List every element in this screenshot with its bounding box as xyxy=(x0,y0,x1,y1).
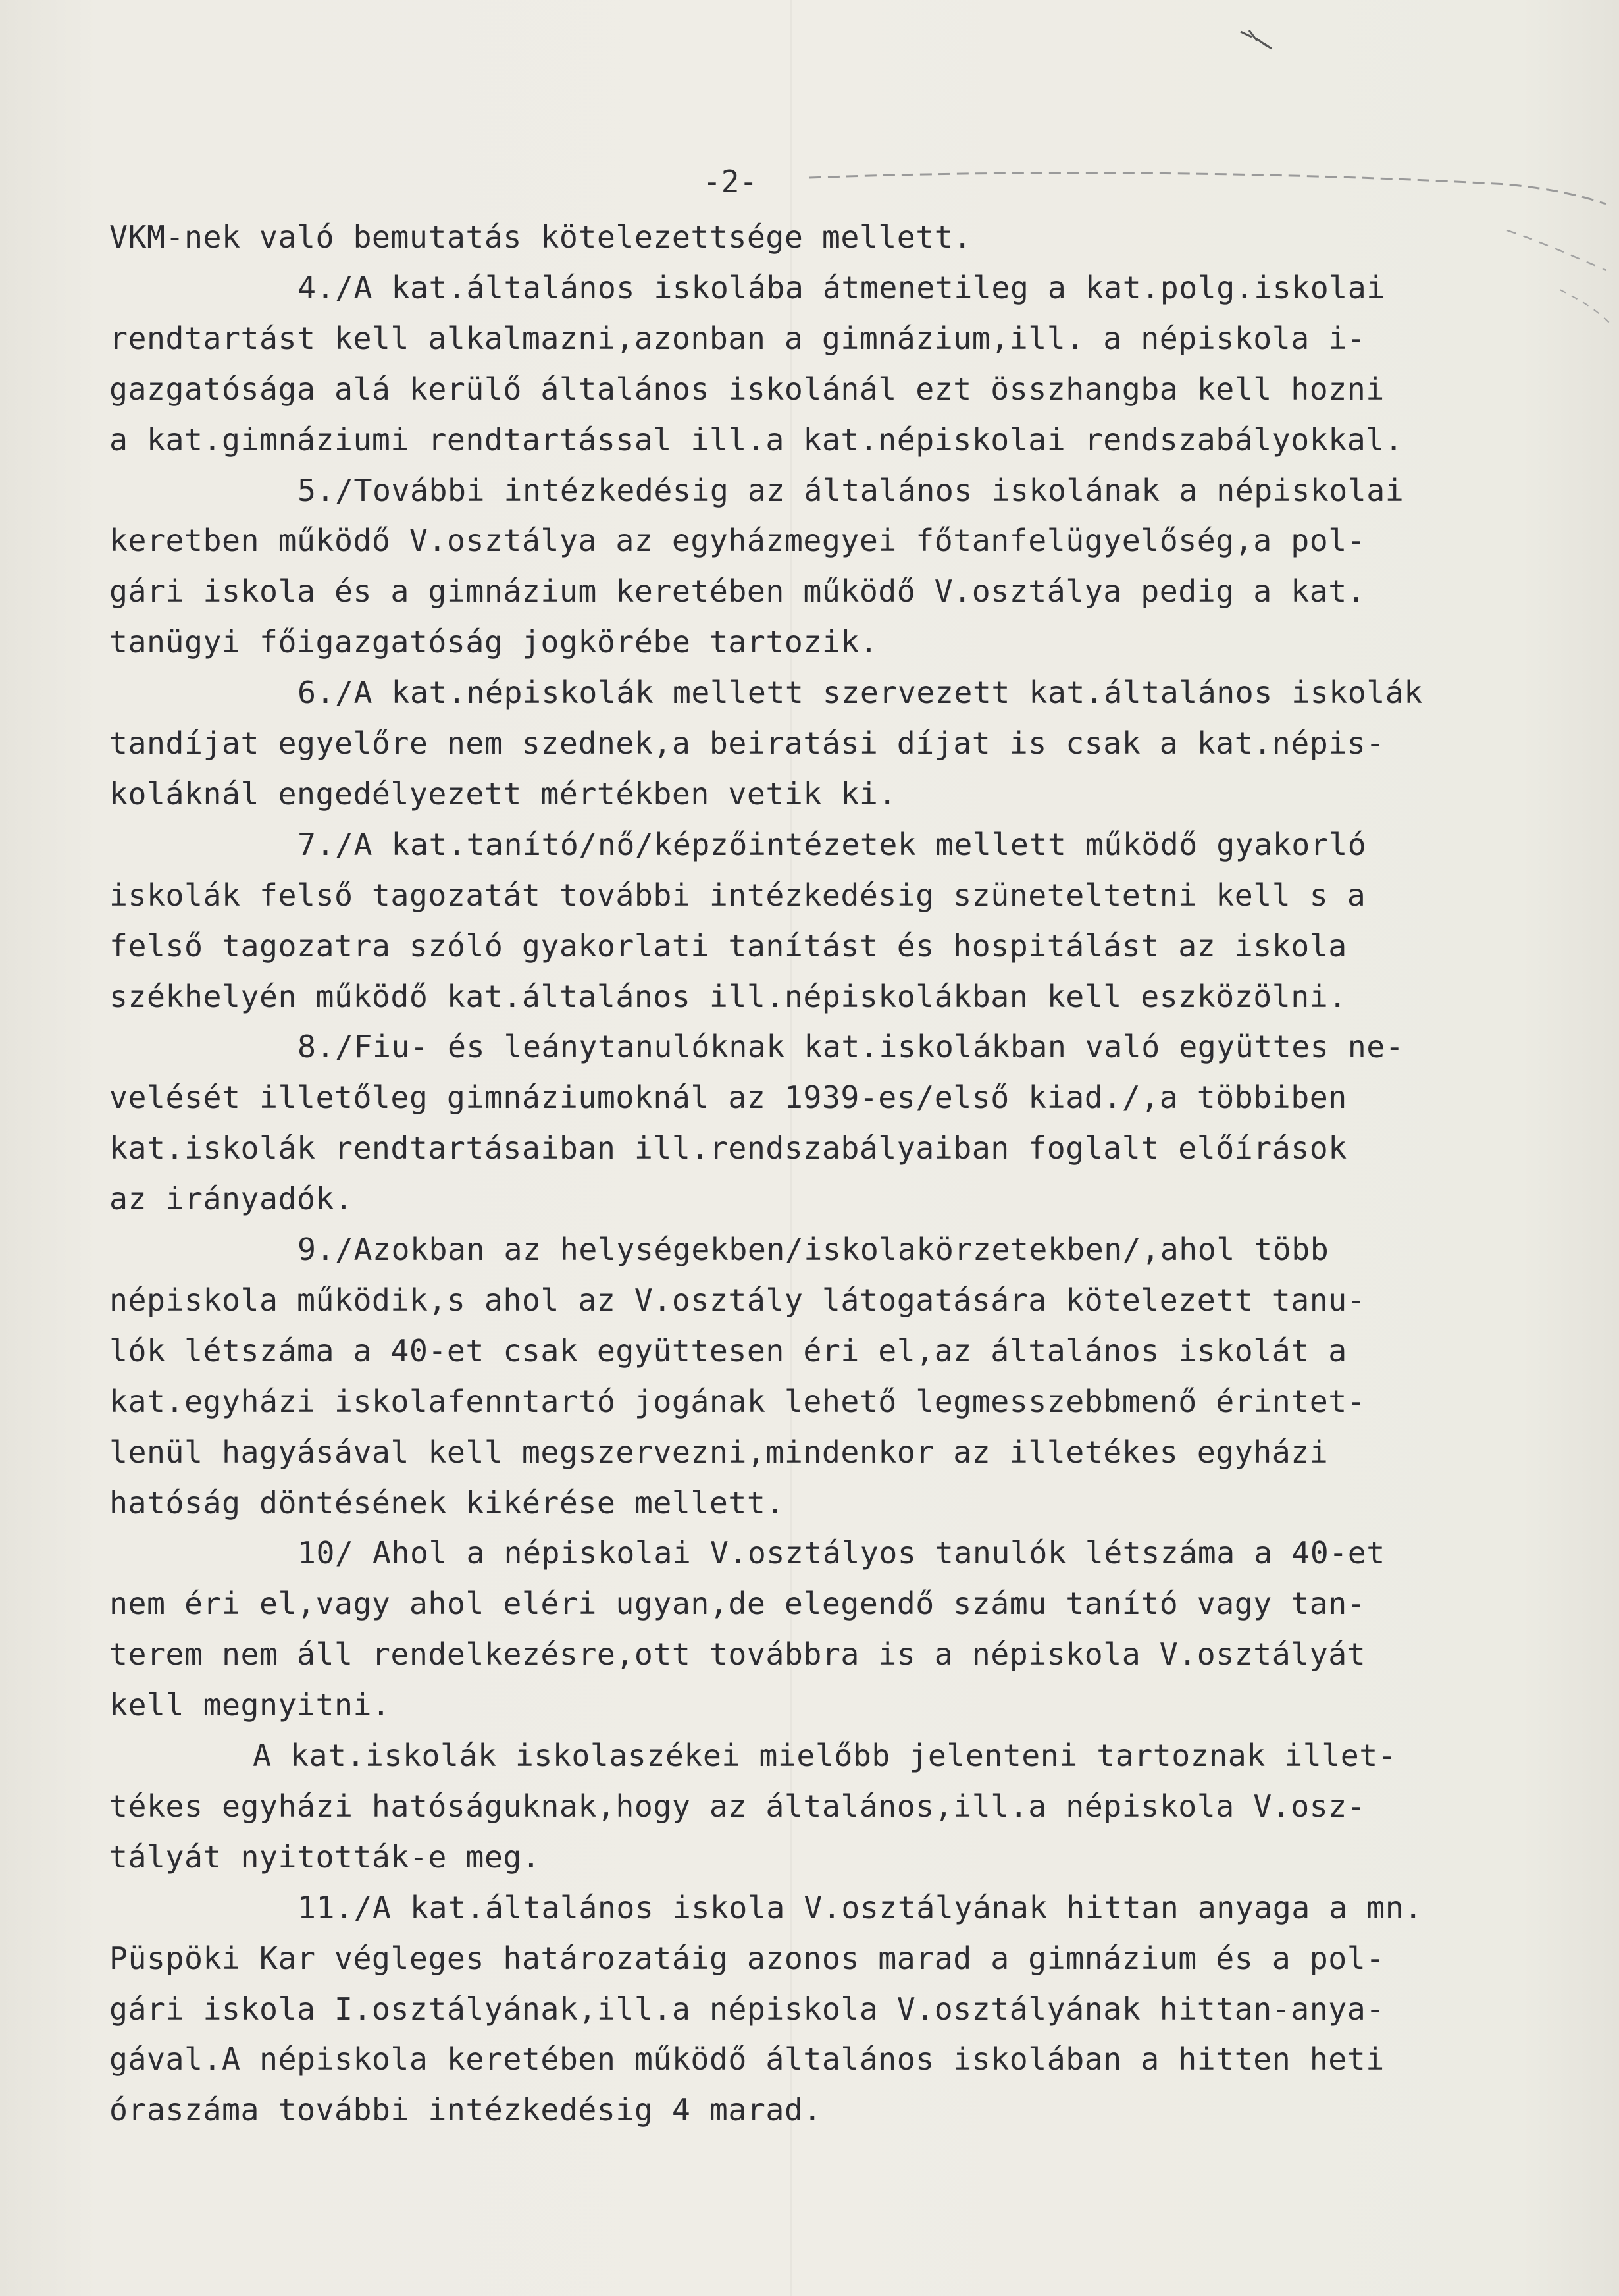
text-line: az irányadók. xyxy=(109,1181,353,1217)
text-line: gával.A népiskola keretében működő általános iskolában a hitten heti xyxy=(109,2041,1385,2077)
text-line: gári iskola I.osztályának,ill.a népiskola V.osztályának hittan-anya- xyxy=(109,1991,1385,2027)
text-line: gári iskola és a gimnázium keretében működő V.osztálya pedig a kat. xyxy=(109,573,1366,610)
text-line: lenül hagyásával kell megszervezni,mindenkor az illetékes egyházi xyxy=(109,1434,1329,1470)
page-number: -2- xyxy=(703,164,758,199)
text-line: velését illetőleg gimnáziumoknál az 1939-es/első kiad./,a többiben xyxy=(109,1080,1347,1116)
text-line: 5./További intézkedésig az általános iskolának a népiskolai xyxy=(297,472,1404,508)
text-line: kat.iskolák rendtartásaiban ill.rendszabályaiban foglalt előírások xyxy=(109,1130,1347,1166)
text-line: rendtartást kell alkalmazni,azonban a gimnázium,ill. a népiskola i- xyxy=(109,320,1366,356)
text-line: óraszáma további intézkedésig 4 marad. xyxy=(109,2092,822,2128)
text-line: tályát nyitották-e meg. xyxy=(109,1839,541,1875)
text-line: iskolák felső tagozatát további intézkedésig szüneteltetni kell s a xyxy=(109,877,1366,913)
text-line: 10/ Ahol a népiskolai V.osztályos tanulók létszáma a 40-et xyxy=(297,1535,1385,1571)
text-line: 6./A kat.népiskolák mellett szervezett kat.általános iskolák xyxy=(297,675,1423,711)
text-line: kat.egyházi iskolafenntartó jogának lehető legmesszebbmenő érintet- xyxy=(109,1383,1366,1419)
text-line: tanügyi főigazgatóság jogkörébe tartozik. xyxy=(109,624,879,660)
stray-ink-mark xyxy=(1237,26,1277,53)
text-line: tékes egyházi hatóságuknak,hogy az általános,ill.a népiskola V.osz- xyxy=(109,1788,1366,1824)
text-line: gazgatósága alá kerülő általános iskolánál ezt összhangba kell hozni xyxy=(109,371,1385,407)
text-line: 9./Azokban az helységekben/iskolakörzetekben/,ahol több xyxy=(297,1232,1329,1267)
text-line: 4./A kat.általános iskolába átmenetileg a kat.polg.iskolai xyxy=(297,269,1385,305)
text-line: 8./Fiu- és leánytanulóknak kat.iskolákban való együttes ne- xyxy=(297,1029,1404,1065)
text-line: keretben működő V.osztálya az egyházmegyei főtanfelügyelőség,a pol- xyxy=(109,523,1366,559)
text-line: 7./A kat.tanító/nő/képzőintézetek mellett működő gyakorló xyxy=(297,826,1367,862)
text-line: hatóság döntésének kikérése mellett. xyxy=(109,1484,784,1521)
text-line: felső tagozatra szóló gyakorlati tanítást és hospitálást az iskola xyxy=(109,927,1347,964)
text-line: a kat.gimnáziumi rendtartással ill.a kat.népiskolai rendszabályokkal. xyxy=(109,421,1404,457)
text-line: koláknál engedélyezett mértékben vetik ki. xyxy=(109,775,897,812)
text-line: terem nem áll rendelkezésre,ott továbbra is a népiskola V.osztályát xyxy=(109,1636,1366,1673)
text-line: Püspöki Kar végleges határozatáig azonos marad a gimnázium és a pol- xyxy=(109,1940,1385,1976)
text-line: 11./A kat.általános iskola V.osztályának hittan anyaga a mn. xyxy=(297,1889,1423,1925)
text-line: VKM-nek való bemutatás kötelezettsége mellett. xyxy=(109,219,972,255)
text-line: A kat.iskolák iskolaszékei mielőbb jelenteni tartoznak illet- xyxy=(253,1738,1397,1773)
text-line: tandíjat egyelőre nem szednek,a beiratási díjat is csak a kat.népis- xyxy=(109,725,1385,761)
text-line: lók létszáma a 40-et csak együttesen éri el,az általános iskolát a xyxy=(109,1332,1347,1369)
text-line: nem éri el,vagy ahol eléri ugyan,de elegendő számu tanító vagy tan- xyxy=(109,1586,1366,1622)
text-line: népiskola működik,s ahol az V.osztály látogatására kötelezett tanu- xyxy=(109,1282,1366,1318)
text-line: székhelyén működő kat.általános ill.népiskolákban kell eszközölni. xyxy=(109,978,1347,1014)
text-line: kell megnyitni. xyxy=(109,1687,391,1723)
